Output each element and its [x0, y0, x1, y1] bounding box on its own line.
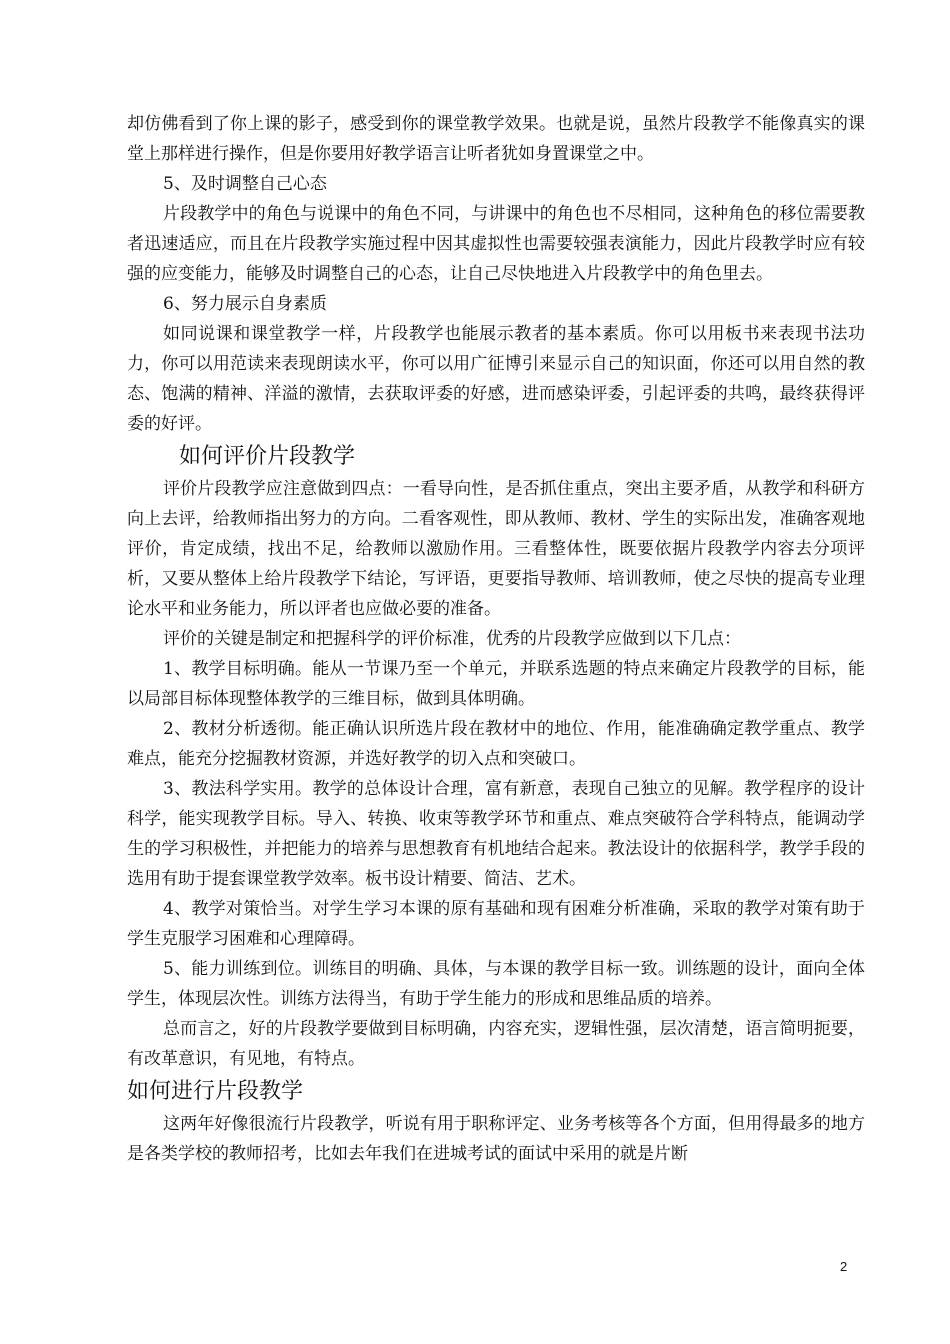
document-body [127, 109, 865, 1169]
section-heading: 如何评价片段教学 [179, 444, 356, 469]
paragraph: 片段教学中的角色与说课中的角色不同，与讲课中的角色也不尽相同，这种角色的移位需要教者迅速适应，而且在片段教学实施过程中因其虚拟性也需要较强表演能力，因此片段教学时应有较强的应变能力，能够及时调整自己的心态，让自己尽快地进入片段教学中的角色里去。 [127, 204, 865, 284]
list-heading: 6、努力展示自身素质 [163, 294, 327, 314]
paragraph: 评价的关键是制定和把握科学的评价标准，优秀的片段教学应做到以下几点： [163, 629, 741, 649]
list-item: 5、能力训练到位。训练目的明确、具体，与本课的教学目标一致。训练题的设计，面向全体学生，体现层次性。训练方法得当，有助于学生能力的形成和思维品质的培养。 [127, 959, 865, 1009]
paragraph: 却仿佛看到了你上课的影子，感受到你的课堂教学效果。也就是说，虽然片段教学不能像真实的课堂上那样进行操作，但是你要用好教学语言让听者犹如身置课堂之中。 [127, 114, 865, 164]
list-item: 3、教法科学实用。教学的总体设计合理，富有新意，表现自己独立的见解。教学程序的设计科学，能实现教学目标。导入、转换、收束等教学环节和重点、难点突破符合学科特点，能调动学生的学习积极性，并把能力的培养与思想教育有机地结合起来。教法设计的依据科学，教学手段的选用有助于提套课堂教学效率。板书设计精要、简洁、艺术。 [127, 779, 865, 889]
list-heading: 5、及时调整自己心态 [163, 174, 327, 194]
section-heading: 如何进行片段教学 [127, 1079, 304, 1104]
paragraph: 这两年好像很流行片段教学，听说有用于职称评定、业务考核等各个方面，但用得最多的地方是各类学校的教师招考，比如去年我们在进城考试的面试中采用的就是片断 [127, 1114, 865, 1164]
paragraph: 如同说课和课堂教学一样，片段教学也能展示教者的基本素质。你可以用板书来表现书法功力，你可以用范读来表现朗读水平，你可以用广征博引来显示自己的知识面，你还可以用自然的教态、饱满的精神、洋溢的激情，去获取评委的好感，进而感染评委，引起评委的共鸣，最终获得评委的好评。 [127, 324, 865, 434]
list-item: 2、教材分析透彻。能正确认识所选片段在教材中的地位、作用，能准确确定教学重点、教学难点，能充分挖掘教材资源，并选好教学的切入点和突破口。 [127, 719, 865, 769]
paragraph: 总而言之，好的片段教学要做到目标明确，内容充实，逻辑性强，层次清楚，语言简明扼要，有改革意识，有见地，有特点。 [127, 1019, 865, 1069]
list-item: 1、教学目标明确。能从一节课乃至一个单元，并联系选题的特点来确定片段教学的目标，能以局部目标体现整体教学的三维目标，做到具体明确。 [127, 659, 865, 709]
list-item: 4、教学对策恰当。对学生学习本课的原有基础和现有困难分析准确，采取的教学对策有助于学生克服学习困难和心理障碍。 [127, 899, 865, 949]
page-number: 2 [840, 1259, 848, 1274]
paragraph: 评价片段教学应注意做到四点：一看导向性，是否抓住重点，突出主要矛盾，从教学和科研方向上去评，给教师指出努力的方向。二看客观性，即从教师、教材、学生的实际出发，准确客观地评价，肯定成绩，找出不足，给教师以激励作用。三看整体性，既要依据片段教学内容去分项评析，又要从整体上给片段教学下结论，写评语，更要指导教师、培训教师，使之尽快的提高专业理论水平和业务能力，所以评者也应做必要的准备。 [127, 479, 865, 619]
